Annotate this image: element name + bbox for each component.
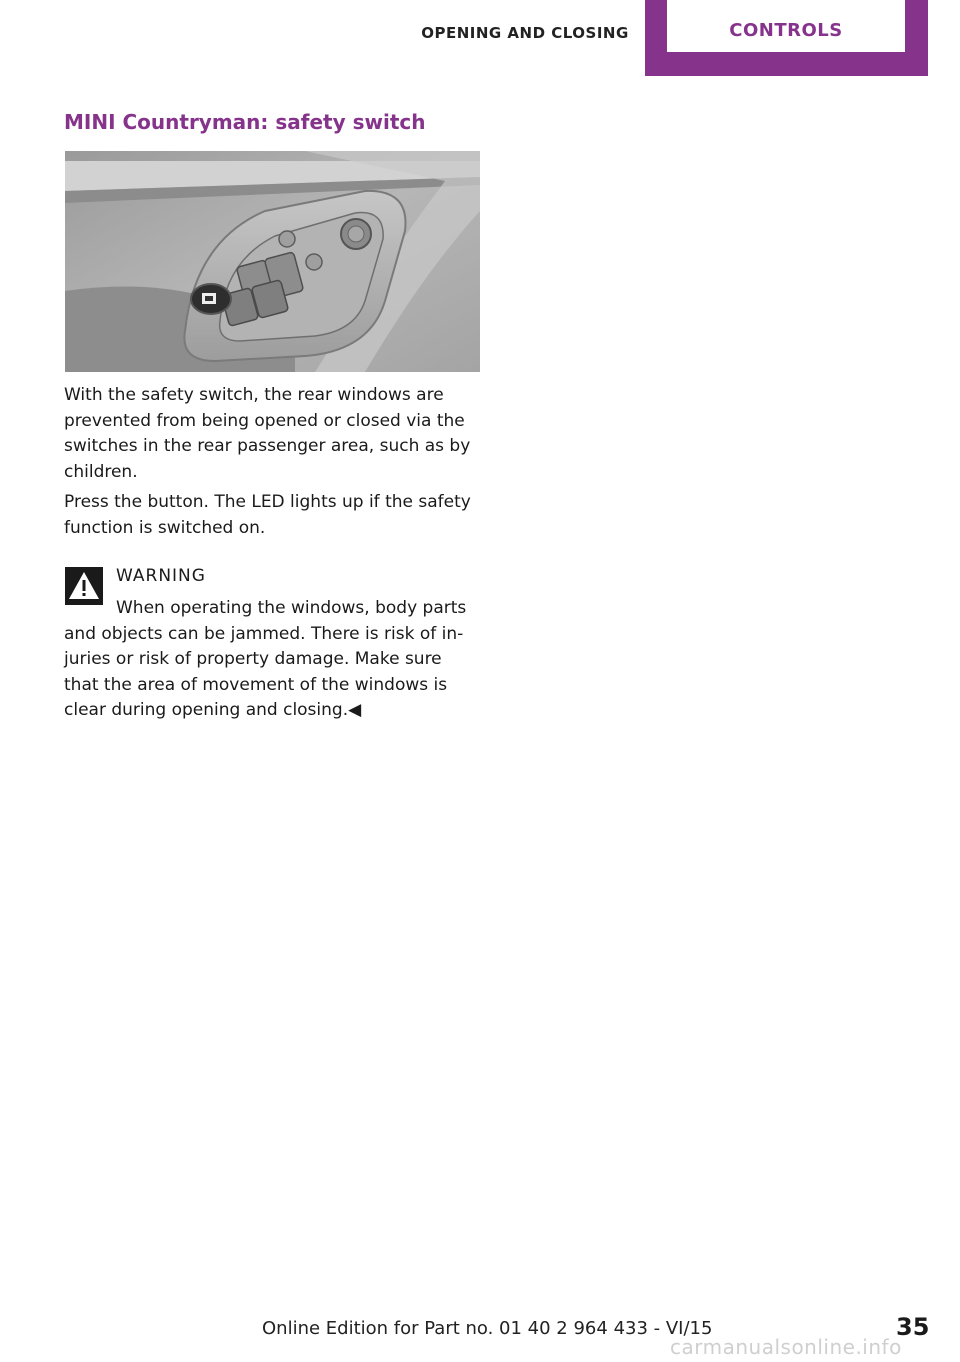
edition-footer: Online Edition for Part no. 01 40 2 964 433 - VI/15 xyxy=(262,1318,713,1339)
paragraph-1: With the safety switch, the rear windows are prevented from being opened or closed via the switches in the rear passenger area, such as by children. xyxy=(64,385,471,482)
section-header: OPENING AND CLOSING xyxy=(421,24,629,42)
warning-line-1: When operating the windows, body parts xyxy=(116,598,467,618)
warning-line-3: juries or risk of property damage. Make sure xyxy=(64,649,442,669)
chapter-tab-label: CONTROLS xyxy=(667,0,905,52)
section-title: MINI Countryman: safety switch xyxy=(64,110,426,134)
warning-label: WARNING xyxy=(116,566,206,586)
door-switch-photo xyxy=(65,151,480,372)
paragraph-2: Press the button. The LED lights up if the safety function is switched on. xyxy=(64,492,471,538)
warning-line-2: and objects can be jammed. There is risk of in- xyxy=(64,623,464,644)
warning-line-5: clear during opening and closing.◀ xyxy=(64,700,362,720)
page-number: 35 xyxy=(896,1313,930,1341)
warning-line-4: that the area of movement of the windows is xyxy=(64,674,448,695)
chapter-tab xyxy=(645,0,928,76)
warning-text xyxy=(64,596,484,724)
watermark: carmanualsonline.info xyxy=(670,1335,902,1359)
